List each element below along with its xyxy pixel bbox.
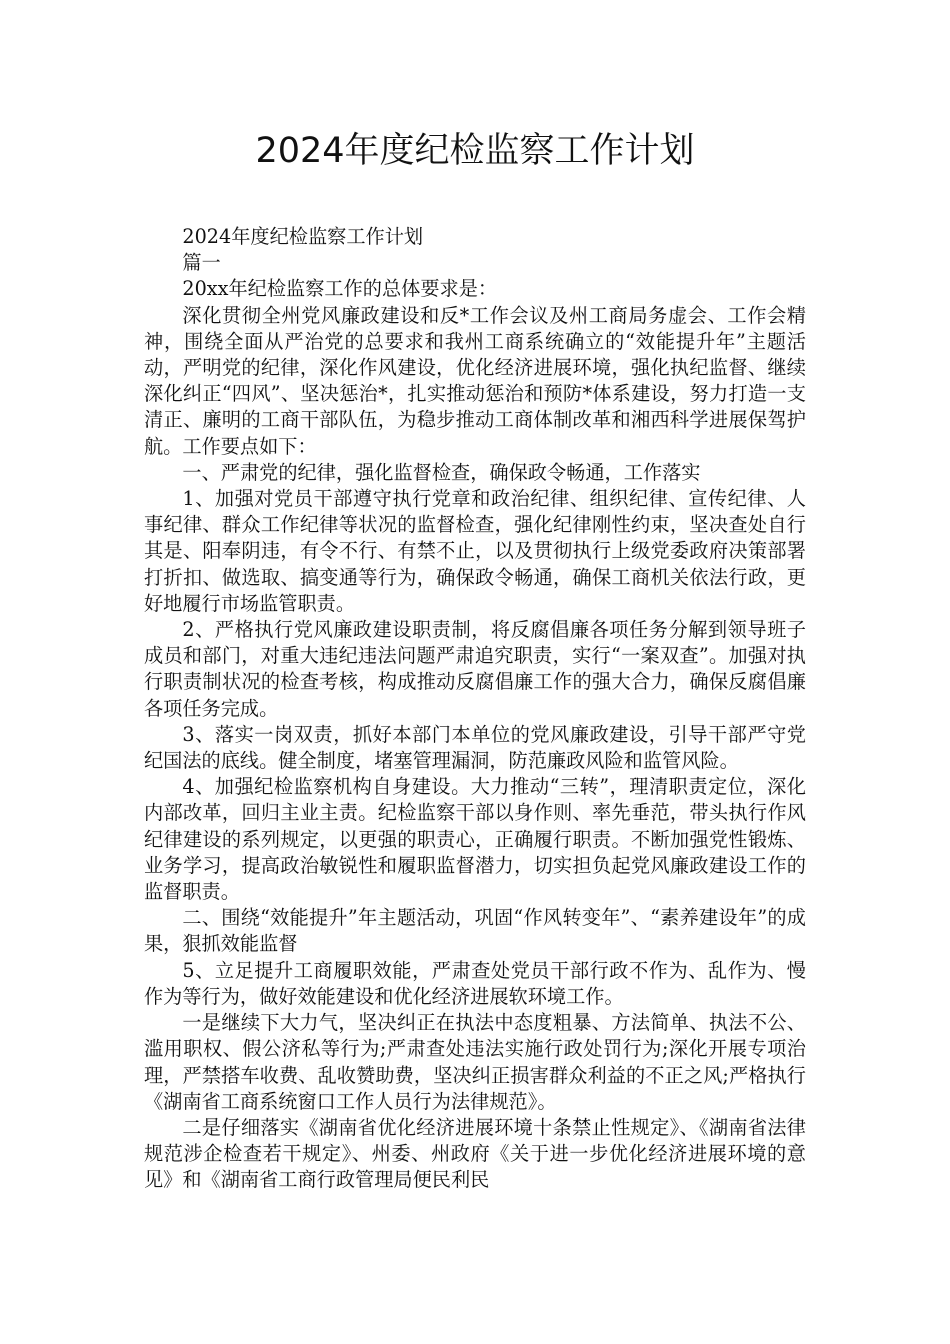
body-paragraph: 2、严格执行党风廉政建设职责制，将反腐倡廉各项任务分解到领导班子成员和部门，对重大违纪违法问题严肃追究职责，实行“一案双查”。加强对执行职责制状况的检查考核，构成推动反腐倡廉工作的强大合力，确保反腐倡廉各项任务完成。 xyxy=(144,618,806,720)
body-paragraph: 5、立足提升工商履职效能，严肃查处党员干部行政不作为、乱作为、慢作为等行为，做好效能建设和优化经济进展软环境工作。 xyxy=(144,958,806,1008)
body-paragraph: 4、加强纪检监察机构自身建设。大力推动“三转”，理清职责定位，深化内部改革，回归主业主责。纪检监察干部以身作则、率先垂范，带头执行作风纪律建设的系列规定，以更强的职责心，正确履行职责。不断加强党性锻炼、业务学习，提高政治敏锐性和履职监督潜力，切实担负起党风廉政建设工作的监督职责。 xyxy=(144,775,806,904)
document-title: 2024年度纪检监察工作计划 xyxy=(255,131,695,171)
body-paragraph: 深化贯彻全州党风廉政建设和反*工作会议及州工商局务虚会、工作会精神，围绕全面从严治党的总要求和我州工商系统确立的“效能提升年”主题活动，严明党的纪律，深化作风建设，优化经济进展环境，强化执纪监督、继续深化纠正“四风”、坚决惩治*，扎实推动惩治和预防*体系建设，努力打造一支清正、廉明的工商干部队伍，为稳步推动工商体制改革和湘西科学进展保驾护航。工作要点如下： xyxy=(144,303,806,458)
body-paragraph: 3、落实一岗双责，抓好本部门本单位的党风廉政建设，引导干部严守党纪国法的底线。健全制度，堵塞管理漏洞，防范廉政风险和监管风险。 xyxy=(144,722,806,773)
body-paragraph: 1、加强对党员干部遵守执行党章和政治纪律、组织纪律、宣传纪律、人事纪律、群众工作纪律等状况的监督检查，强化纪律刚性约束，坚决查处自行其是、阳奉阴违，有令不行、有禁不止，以及贯彻执行上级党委政府决策部署打折扣、做选取、搞变通等行为，确保政令畅通，确保工商机关依法行政，更好地履行市场监管职责。 xyxy=(144,487,806,615)
body-paragraph-section-label: 篇一 xyxy=(182,251,221,275)
body-paragraph: 一是继续下大力气，坚决纠正在执法中态度粗暴、方法简单、执法不公、滥用职权、假公济私等行为;严肃查处违法实施行政处罚行为;深化开展专项治理，严禁搭车收费、乱收赞助费，坚决纠正损害群众利益的不正之风;严格执行《湖南省工商系统窗口工作人员行为法律规范》。 xyxy=(144,1011,806,1113)
document-body xyxy=(144,224,806,1194)
section-heading-2: 二、围绕“效能提升”年主题活动，巩固“作风转变年”、“素养建设年”的成果，狠抓效能监督 xyxy=(144,906,806,956)
body-paragraph-subtitle: 2024年度纪检监察工作计划 xyxy=(182,225,424,248)
section-heading-1: 一、严肃党的纪律，强化监督检查，确保政令畅通，工作落实 xyxy=(182,460,701,484)
body-paragraph: 二是仔细落实《湖南省优化经济进展环境十条禁止性规定》、《湖南省法律规范涉企检查若干规定》、州委、州政府《关于进一步优化经济进展环境的意见》和《湖南省工商行政管理局便民利民 xyxy=(144,1115,806,1192)
body-paragraph-intro: 20xx年纪检监察工作的总体要求是： xyxy=(182,277,498,301)
